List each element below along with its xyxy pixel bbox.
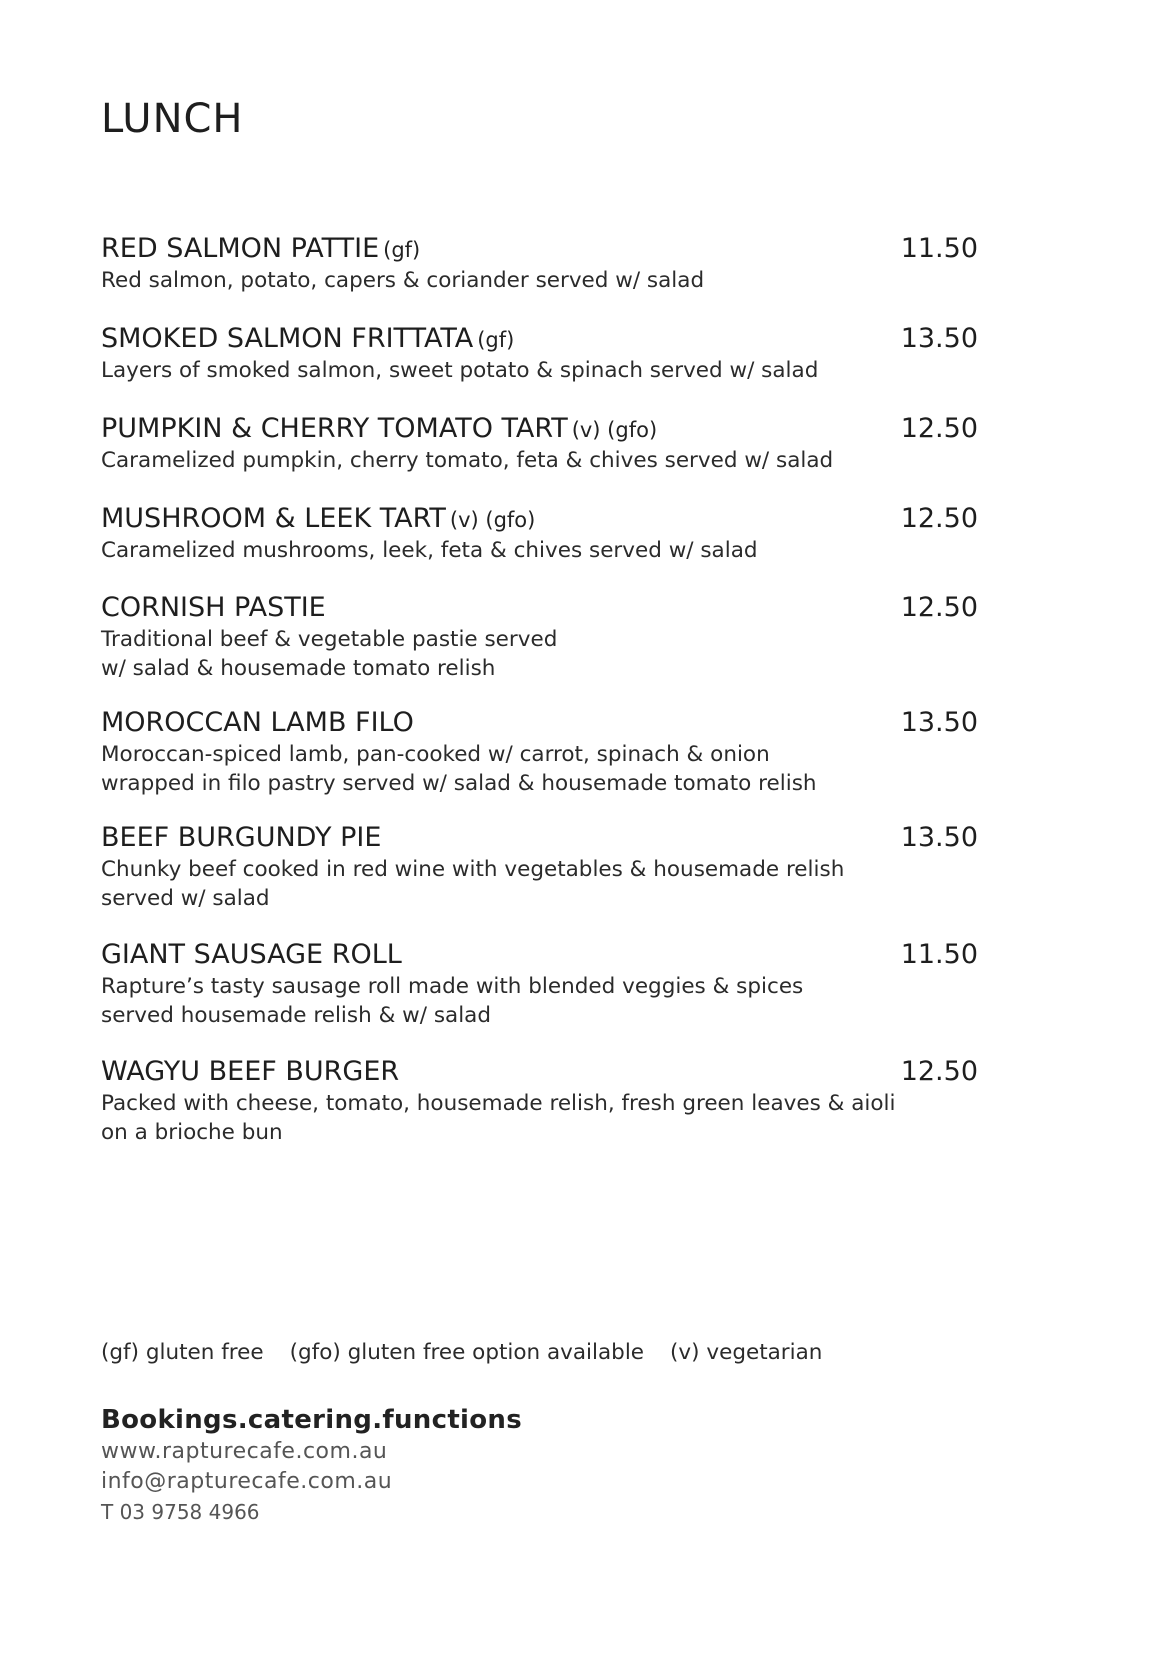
item-description-line: wrapped in filo pastry served w/ salad & housemade tomato relish: [101, 771, 817, 796]
website-link[interactable]: www.rapturecafe.com.au: [101, 1439, 388, 1464]
legend-gluten-free-option: (gfo) gluten free option available: [289, 1340, 645, 1365]
dietary-tags: (v) (gfo): [571, 418, 658, 442]
item-price: 12.50: [900, 592, 978, 623]
item-price: 12.50: [900, 503, 978, 534]
item-price: 12.50: [900, 413, 978, 444]
item-description-line: Traditional beef & vegetable pastie served: [101, 627, 558, 652]
item-description-line: Red salmon, potato, capers & coriander served w/ salad: [101, 268, 705, 293]
item-name: CORNISH PASTIE: [101, 592, 326, 623]
menu-item: [101, 938, 978, 1030]
item-description-line: on a brioche bun: [101, 1120, 283, 1145]
item-description-line: Moroccan-spiced lamb, pan-cooked w/ carrot, spinach & onion: [101, 742, 770, 767]
item-price: 11.50: [900, 233, 978, 264]
contact-block: [101, 1403, 522, 1527]
item-description-line: Layers of smoked salmon, sweet potato & spinach served w/ salad: [101, 358, 819, 383]
item-name: GIANT SAUSAGE ROLL: [101, 939, 402, 970]
item-name: PUMPKIN & CHERRY TOMATO TART: [101, 413, 568, 444]
item-price: 11.50: [900, 939, 978, 970]
legend-vegetarian: (v) vegetarian: [670, 1340, 823, 1365]
item-name: RED SALMON PATTIE: [101, 233, 380, 264]
item-name: MUSHROOM & LEEK TART: [101, 503, 446, 534]
menu-item: [101, 412, 978, 475]
menu-item: [101, 322, 978, 385]
item-name: MOROCCAN LAMB FILO: [101, 707, 414, 738]
menu-item: [101, 591, 978, 683]
item-description-line: Caramelized pumpkin, cherry tomato, feta & chives served w/ salad: [101, 448, 834, 473]
contact-heading: Bookings.catering.functions: [101, 1405, 523, 1435]
item-price: 13.50: [900, 707, 978, 738]
item-description-line: w/ salad & housemade tomato relish: [101, 656, 496, 681]
item-price: 13.50: [900, 822, 978, 853]
menu-item: [101, 232, 978, 295]
dietary-tags: (gf): [477, 328, 515, 352]
item-description-line: served w/ salad: [101, 886, 270, 911]
item-description-line: Rapture’s tasty sausage roll made with blended veggies & spices: [101, 974, 804, 999]
item-price: 12.50: [900, 1056, 978, 1087]
menu-item: [101, 821, 978, 913]
item-description-line: Caramelized mushrooms, leek, feta & chives served w/ salad: [101, 538, 758, 563]
page-title: LUNCH: [101, 96, 244, 142]
item-description-line: Packed with cheese, tomato, housemade relish, fresh green leaves & aioli: [101, 1091, 896, 1116]
dietary-tags: (gf): [383, 238, 421, 262]
email-link[interactable]: info@rapturecafe.com.au: [101, 1469, 393, 1494]
legend-gluten-free: (gf) gluten free: [101, 1340, 264, 1365]
item-name: BEEF BURGUNDY PIE: [101, 822, 382, 853]
menu-item: [101, 502, 978, 565]
menu-item: [101, 1055, 978, 1147]
dietary-legend: [101, 1340, 822, 1365]
item-description-line: served housemade relish & w/ salad: [101, 1003, 492, 1028]
item-name: SMOKED SALMON FRITTATA: [101, 323, 474, 354]
phone-number: T 03 9758 4966: [101, 1500, 260, 1524]
item-price: 13.50: [900, 323, 978, 354]
dietary-tags: (v) (gfo): [449, 508, 536, 532]
item-name: WAGYU BEEF BURGER: [101, 1056, 400, 1087]
item-description-line: Chunky beef cooked in red wine with vegetables & housemade relish: [101, 857, 845, 882]
menu-item: [101, 706, 978, 798]
